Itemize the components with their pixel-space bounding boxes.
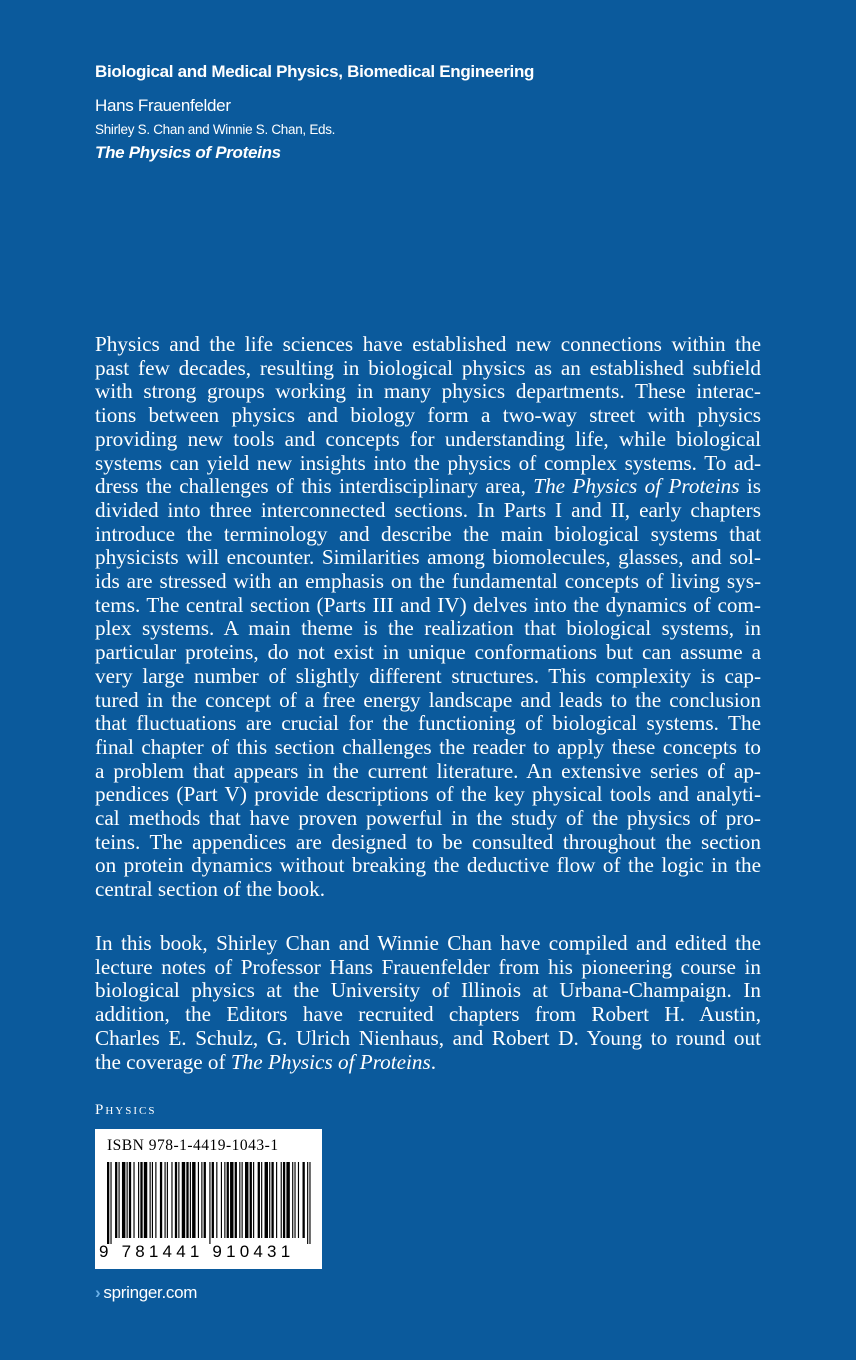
- book-title: The Physics of Proteins: [95, 143, 281, 162]
- blurb-line: systems can yield new insights into the physics of complex systems. To ad-: [95, 450, 761, 475]
- barcode-bar: [269, 1162, 270, 1238]
- blurb-line: biological physics at the University of Illinois at Urbana-Champaign. In: [95, 978, 761, 1003]
- blurb-paragraph-1: [95, 333, 761, 902]
- barcode-bar: [235, 1162, 237, 1238]
- barcode-bar: [119, 1162, 120, 1238]
- author-name: Hans Frauenfelder: [95, 96, 231, 115]
- barcode-bar: [192, 1162, 195, 1238]
- blurb-line-text: dress the challenges of this interdisciplinary area,: [95, 474, 534, 499]
- barcode-bar: [230, 1162, 233, 1238]
- barcode-bar: [155, 1162, 156, 1238]
- barcode-bar: [107, 1162, 109, 1244]
- barcode-bar: [129, 1162, 131, 1238]
- barcode-bar: [127, 1162, 128, 1238]
- blurb-line-with-title: [95, 1051, 761, 1075]
- barcode-bar: [227, 1162, 229, 1238]
- barcode-bar: [245, 1162, 248, 1238]
- barcode-bar: [221, 1162, 222, 1238]
- blurb-line: ids are stressed with an emphasis on the fundamental concepts of living sys-: [95, 569, 761, 594]
- chevron-right-icon: ›: [95, 1283, 101, 1302]
- barcode-bar: [190, 1162, 191, 1238]
- barcode-bar: [198, 1162, 199, 1238]
- barcode-bar: [204, 1162, 206, 1238]
- barcode-bar: [165, 1162, 166, 1238]
- barcode-bar: [242, 1162, 243, 1238]
- barcode-bar: [224, 1162, 225, 1238]
- barcode-bar: [281, 1162, 282, 1238]
- barcode-bar: [115, 1162, 117, 1238]
- barcode-bar: [110, 1162, 111, 1244]
- website-label: springer.com: [103, 1283, 198, 1302]
- blurb-line: Physics and the life sciences have established new connections within the: [95, 332, 761, 356]
- series-title: Biological and Medical Physics, Biomedical Engineering: [95, 62, 535, 81]
- barcode-bar: [182, 1162, 185, 1238]
- blurb-line: that fluctuations are crucial for the functioning of biological systems. The: [95, 711, 761, 736]
- blurb-line: addition, the Editors have recruited chapters from Robert H. Austin,: [95, 1002, 761, 1027]
- barcode-bar: [150, 1162, 151, 1238]
- barcode-bar: [250, 1162, 252, 1238]
- barcode-bar: [303, 1162, 305, 1238]
- blurb-line: teins. The appendices are designed to be consulted throughout the section: [95, 829, 761, 854]
- barcode-bar: [271, 1162, 273, 1238]
- barcode-bar: [276, 1162, 277, 1238]
- blurb-line: introduce the terminology and describe the main biological systems that: [95, 521, 761, 546]
- barcode-bar: [283, 1162, 285, 1238]
- barcode-bar: [152, 1162, 153, 1238]
- barcode-bar: [122, 1162, 125, 1238]
- barcode-bar: [178, 1162, 179, 1238]
- subject-category: Physics: [95, 1102, 157, 1118]
- blurb-line: final chapter of this section challenges the reader to apply these concepts to: [95, 734, 761, 759]
- barcode-bar: [261, 1162, 262, 1238]
- barcode-bar: [140, 1162, 142, 1238]
- blurb-line-text: the coverage of: [95, 1049, 231, 1074]
- barcode-bar: [292, 1162, 293, 1238]
- barcode-bar: [175, 1162, 177, 1238]
- blurb-line: tured in the concept of a free energy landscape and leads to the conclusion: [95, 687, 761, 712]
- blurb-line: physicists will encounter. Similarities among biomolecules, glasses, and sol-: [95, 545, 761, 570]
- blurb-line: with strong groups working in many physics departments. These interac-: [95, 379, 761, 404]
- inline-book-title: The Physics of Proteins: [533, 474, 740, 499]
- blurb-line: particular proteins, do not exist in unique conformations but can assume a: [95, 640, 761, 665]
- barcode-bar: [144, 1162, 147, 1238]
- blurb-line: cal methods that have proven powerful in the study of the physics of pro-: [95, 806, 761, 831]
- barcode-bar: [212, 1162, 214, 1238]
- barcode-bar: [160, 1162, 162, 1238]
- blurb-line: tions between physics and biology form a two-way street with physics: [95, 403, 761, 428]
- barcode-bar: [239, 1162, 240, 1238]
- editors-line: Shirley S. Chan and Winnie S. Chan, Eds.: [95, 122, 336, 137]
- blurb-line-tail: is: [739, 474, 762, 499]
- blurb-line: lecture notes of Professor Hans Frauenfelder from his pioneering course in: [95, 954, 761, 979]
- isbn-number: ISBN 978-1-4419-1043-1: [107, 1137, 279, 1154]
- barcode-bar: [216, 1162, 217, 1238]
- blurb-line-tail: .: [430, 1049, 437, 1074]
- barcode-bar: [286, 1162, 289, 1238]
- barcode-bar: [186, 1162, 188, 1238]
- barcode-digits: 9 781441 910431: [99, 1242, 295, 1261]
- barcode-bar: [209, 1162, 210, 1244]
- barcode-bar: [265, 1162, 268, 1238]
- barcode-bar: [307, 1162, 308, 1244]
- blurb-paragraph-2: [95, 932, 761, 1074]
- inline-book-title: The Physics of Proteins: [230, 1049, 431, 1074]
- barcode-bar: [171, 1162, 172, 1238]
- barcode-bar: [253, 1162, 254, 1238]
- blurb-line: a problem that appears in the current literature. An extensive series of ap-: [95, 758, 761, 783]
- barcode-bar: [258, 1162, 260, 1238]
- barcode-bar: [133, 1162, 134, 1238]
- blurb-line: very large number of slightly different structures. This complexity is cap-: [95, 663, 761, 688]
- blurb-line: past few decades, resulting in biological physics as an established subfield: [95, 355, 761, 380]
- barcode-bar: [201, 1162, 202, 1238]
- isbn-barcode-box: [95, 1129, 322, 1269]
- blurb-line: tems. The central section (Parts III and IV) delves into the dynamics of com-: [95, 592, 761, 617]
- blurb-line: central section of the book.: [95, 877, 326, 902]
- barcode-bar: [138, 1162, 139, 1238]
- barcode-icon: [105, 1162, 315, 1244]
- blurb-line: plex systems. A main theme is the realization that biological systems, in: [95, 616, 761, 641]
- blurb-line: In this book, Shirley Chan and Winnie Chan have compiled and edited the: [95, 931, 761, 955]
- barcode-bar: [298, 1162, 299, 1238]
- barcode-bar: [167, 1162, 168, 1238]
- publisher-website[interactable]: [95, 1283, 197, 1303]
- blurb-line: pendices (Part V) provide descriptions of the key physical tools and analyti-: [95, 782, 761, 807]
- blurb-line: providing new tools and concepts for understanding life, while biological: [95, 426, 761, 451]
- blurb-line: on protein dynamics without breaking the deductive flow of the logic in the: [95, 853, 761, 878]
- blurb-line: divided into three interconnected sections. In Parts I and II, early chapters: [95, 497, 761, 522]
- blurb-line-with-title: [95, 475, 761, 499]
- barcode-bar: [294, 1162, 295, 1238]
- blurb-line: Charles E. Schulz, G. Ulrich Nienhaus, and Robert D. Young to round out: [95, 1025, 761, 1050]
- barcode-bar: [309, 1162, 310, 1244]
